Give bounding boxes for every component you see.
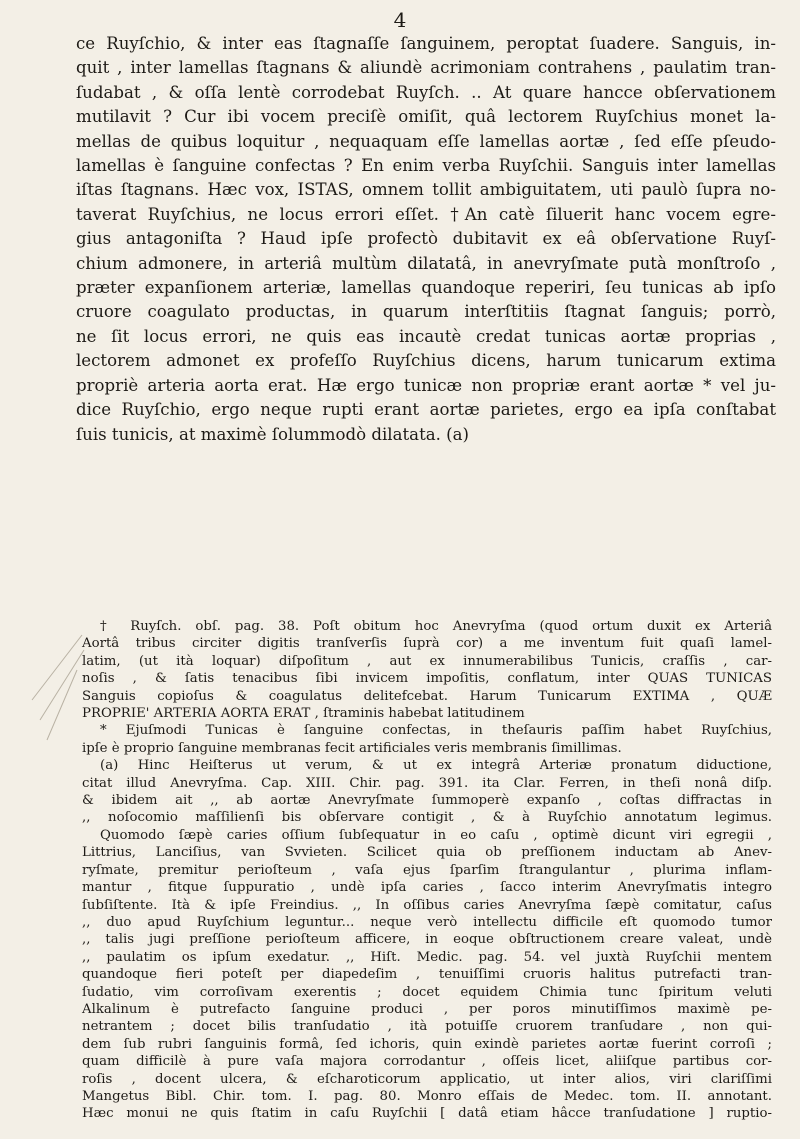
main-line: dice Ruyſchio, ergo neque rupti erant aortæ parietes, ergo ea ipſa conſtabat [76,400,776,420]
footnote-line: ,, duo apud Ruyſchium leguntur... neque verò intellectu difficile eſt quomodo tumor [82,914,772,930]
main-line: propriè arteria aorta erat. Hæ ergo tunicæ non propriæ erant aortæ * vel ju- [76,375,776,395]
footnote-line: latim, (ut ità loquar) diſpoſitum , aut ex innumerabilibus Tunicis, craſſis , car- [82,653,772,669]
main-line: ce Ruyſchio, & inter eas ſtagnaſſe ſanguinem, peroptat ſuadere. Sanguis, in- [76,34,776,53]
main-line: præter expanſionem arteriæ, lamellas quandoque reperiri, ſeu tunicas ab ipſo [76,278,776,298]
footnote-line: † Ruyſch. obſ. pag. 38. Poſt obitum hoc Anevryſma (quod ortum duxit ex Arteriâ [100,619,772,634]
main-line: mutilavit ? Cur ibi vocem preciſè omiſit, quâ lectorem Ruyſchius monet la- [76,107,776,127]
footnote-line: ſudatio, vim corroſivam exerentis ; docet equidem Chimia tunc ſpiritum veluti [82,984,772,1000]
main-line: lamellas è ſanguine confectas ? En enim verba Ruyſchii. Sanguis inter lamellas [76,156,776,176]
main-line: quit , inter lamellas ſtagnans & aliundè acrimoniam contrahens , paulatim tran- [76,58,776,78]
main-line: iſtas ſtagnans. Hæc vox, ISTAS, omnem tollit ambiguitatem, uti paulò ſupra no- [76,180,776,200]
footnote-line: Sanguis copioſus & coagulatus delitefcebat. Harum Tunicarum EXTIMA , QUÆ [82,688,772,704]
footnote-line: Alkalinum è putrefacto ſanguine produci , per poros minutiſſimos maximè pe- [82,1001,772,1017]
footnote-line: roſis , docent ulcera, & eſcharoticorum applicatio, ut inter alios, viri clariſſimi [82,1071,772,1087]
main-line: ſuis tunicis, at maximè ſolummodò dilatata. (a) [76,424,470,444]
footnote-line: Littrius, Lanciſius, van Svvieten. Scilicet quia ob preſſionem inductam ab Anev- [82,845,772,861]
main-line: gius antagoniſta ? Haud ipſe profectò dubitavit ex eâ obſervatione Ruyſ- [76,229,776,249]
footnote-line: PROPRIE' ARTERIA AORTA ERAT , ſtraminis habebat latitudinem [82,706,525,722]
footnote-line: ipſe è proprio ſanguine membranas fecit artificiales veris membranis ſimillimas. [82,740,622,756]
footnote-line: ,, noſocomio maſſilienſi bis obſervare contigit , & à Ruyſchio annotatum legimus. [82,810,772,826]
main-text [76,32,776,447]
footnote-line: ,, paulatim os ipſum exedatur. ,, Hiſt. Medic. pag. 54. vel juxtà Ruyſchii mentem [82,949,772,965]
footnote-line: dem ſub rubri ſanguinis formâ, ſed ichoris, quin exindè parietes aortæ fuerint corroſi ; [82,1036,772,1052]
footnote-line: ,, talis jugi preſſione perioſteum afficere, in eoque obſtructionem creare valeat, undè [82,932,772,948]
footnote-line: & ibidem ait ,, ab aortæ Anevryſmate ſummoperè expanſo , coſtas diffractas in [82,793,772,809]
footnote-line: (a) Hinc Heiſterus ut verum, & ut ex integrâ Arteriæ pronatum diductione, [100,758,772,774]
footnote-line: mantur , fitque ſuppuratio , undè ipſa caries , ſacco interim Anevryſmatis integro [82,880,772,896]
footnote-line: Hæc monui ne quis ſtatim in caſu Ruyſchii [ datâ etiam hâcce tranſudatione ] ruptio- [82,1106,772,1122]
footnote-line: noſis , & ſatis tenacibus ſibi invicem impoſitis, conflatum, inter QUAS TUNICAS [82,671,772,687]
footnote-line: citat illud Anevryſma. Cap. XIII. Chir. pag. 391. ita Clar. Ferren, in theſi nonâ diſp. [82,775,772,791]
main-line: mellas de quibus loquitur , nequaquam eſſe lamellas aortæ , ſed eſſe pſeudo- [76,131,776,151]
footnote-line: quam difficilè à pure vaſa majora corrodantur , oſſeis licet, aliiſque partibus cor- [82,1054,772,1070]
footnote-line: ſubſiſtente. Ità & ipſe Freindius. ,, In oſſibus caries Anevryſma ſæpè comitatur, caſus [82,897,772,913]
footnote-line: Mangetus Bibl. Chir. tom. I. pag. 80. Monro eſſais de Medec. tom. II. annotant. [82,1088,772,1104]
main-line: cruore coagulato productas, in quarum interſtitiis ſtagnat ſanguis; porrò, [76,302,776,322]
main-line: ſudabat , & oſſa lentè corrodebat Ruyſch. .. At quare hancce obſervationem [76,82,776,102]
footnote-line: Aortâ tribus circiter digitis tranſverſis ſuprà cor) a me inventum fuit quaſi lamel- [82,636,772,652]
footnotes [82,618,772,1123]
main-line: taverat Ruyſchius, ne locus errori eſſet. †An catè ſiluerit hanc vocem egre- [76,204,776,224]
footnote-line: ryſmate, premitur perioſteum , vaſa ejus ſparſim ſtrangulantur , plurima inflam- [82,862,772,878]
page-number: 4 [393,8,407,32]
main-line: ne ſit locus errori, ne quis eas incautè credat tunicas aortæ proprias , [76,326,776,346]
footnote-line: * Ejuſmodi Tunicas è ſanguine confectas, in theſauris paſſim habet Ruyſchius, [100,723,772,739]
footnote-line: quandoque fieri poteſt per diapedeſim , tenuiſſimi cruoris halitus putrefacti tran- [82,967,772,983]
main-line: lectorem admonet ex profeſſo Ruyſchius dicens, harum tunicarum extima [76,351,776,371]
footnote-line: netrantem ; docet bilis tranſudatio , ità potuiſſe cruorem tranſudare , non qui- [82,1019,772,1035]
footnote-line: Quomodo ſæpè caries oſſium ſubſequatur in eo caſu , optimè dicunt viri egregii , [100,827,772,843]
main-line: chium admonere, in arteriâ multùm dilatatâ, in anevryſmate putà monſtroſo , [76,253,776,273]
